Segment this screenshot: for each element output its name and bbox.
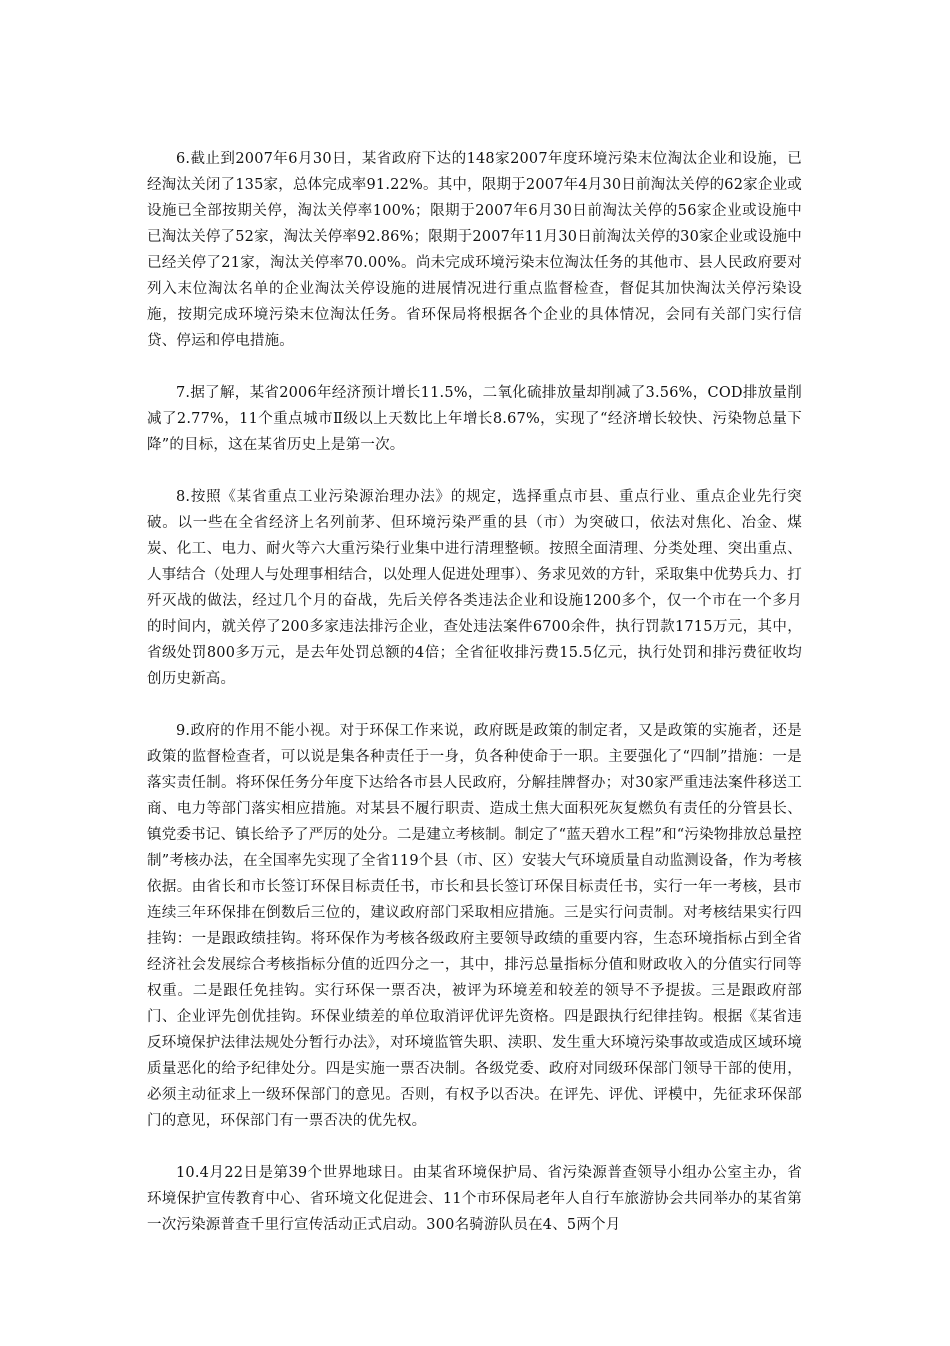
paragraph-6: 6.截止到2007年6月30日，某省政府下达的148家2007年度环境污染末位淘汰企业和设施，已经淘汰关闭了135家，总体完成率91.22%。其中，限期于2007年4月30日前淘汰关停的62家企业或设施已全部按期关停，淘汰关停率100%；限期于2007年6月30日前淘汰关停的56家企业或设施中已淘汰关停了52家，淘汰关停率92.86%；限期于2007年11月30日前淘汰关停的30家企业或设施中已经关停了21家，淘汰关停率70.00%。尚未完成环境污染末位淘汰任务的其他市、县人民政府要对列入末位淘汰名单的企业淘汰关停设施的进展情况进行重点监督检查，督促其加快淘汰关停污染设施，按期完成环境污染末位淘汰任务。省环保局将根据各个企业的具体情况，会同有关部门实行信贷、停运和停电措施。 xyxy=(147,151,802,349)
document-page xyxy=(147,146,802,1238)
paragraph-9: 9.政府的作用不能小视。对于环保工作来说，政府既是政策的制定者，又是政策的实施者，还是政策的监督检查者，可以说是集各种责任于一身，负各种使命于一职。主要强化了“四制”措施：一是落实责任制。将环保任务分年度下达给各市县人民政府，分解挂牌督办；对30家严重违法案件移送工商、电力等部门落实相应措施。对某县不履行职责、造成土焦大面积死灰复燃负有责任的分管县长、镇党委书记、镇长给予了严厉的处分。二是建立考核制。制定了“蓝天碧水工程”和“污染物排放总量控制”考核办法，在全国率先实现了全省119个县（市、区）安装大气环境质量自动监测设备，作为考核依据。由省长和市长签订环保目标责任书，市长和县长签订环保目标责任书，实行一年一考核，县市连续三年环保排在倒数后三位的，建议政府部门采取相应措施。三是实行问责制。对考核结果实行四挂钩：一是跟政绩挂钩。将环保作为考核各级政府主要领导政绩的重要内容，生态环境指标占到全省经济社会发展综合考核指标分值的近四分之一，其中，排污总量指标分值和财政收入的分值实行同等权重。二是跟任免挂钩。实行环保一票否决，被评为环境差和较差的领导不予提拔。三是跟政府部门、企业评先创优挂钩。环保业绩差的单位取消评优评先资格。四是跟执行纪律挂钩。根据《某省违反环境保护法律法规处分暂行办法》，对环境监管失职、渎职、发生重大环境污染事故或造成区域环境质量恶化的给予纪律处分。四是实施一票否决制。各级党委、政府对同级环保部门领导干部的使用，必须主动征求上一级环保部门的意见。否则，有权予以否决。在评先、评优、评模中，先征求环保部门的意见，环保部门有一票否决的优先权。 xyxy=(147,723,802,1129)
paragraph-8: 8.按照《某省重点工业污染源治理办法》的规定，选择重点市县、重点行业、重点企业先行突破。以一些在全省经济上名列前茅、但环境污染严重的县（市）为突破口，依法对焦化、冶金、煤炭、化工、电力、耐火等六大重污染行业集中进行清理整顿。按照全面清理、分类处理、突出重点、人事结合（处理人与处理事相结合，以处理人促进处理事）、务求见效的方针，采取集中优势兵力、打歼灭战的做法，经过几个月的奋战，先后关停各类违法企业和设施1200多个，仅一个市在一个多月的时间内，就关停了200多家违法排污企业，查处违法案件6700余件，执行罚款1715万元，其中，省级处罚800多万元，是去年处罚总额的4倍；全省征收排污费15.5亿元，执行处罚和排污费征收均创历史新高。 xyxy=(147,489,802,687)
paragraph-10: 10.4月22日是第39个世界地球日。由某省环境保护局、省污染源普查领导小组办公室主办，省环境保护宣传教育中心、省环境文化促进会、11个市环保局老年人自行车旅游协会共同举办的某省第一次污染源普查千里行宣传活动正式启动。300名骑游队员在4、5两个月 xyxy=(147,1165,802,1233)
paragraph-7: 7.据了解，某省2006年经济预计增长11.5%，二氧化硫排放量却削减了3.56%，COD排放量削减了2.77%，11个重点城市Ⅱ级以上天数比上年增长8.67%，实现了“经济增长较快、污染物总量下降”的目标，这在某省历史上是第一次。 xyxy=(147,385,802,453)
